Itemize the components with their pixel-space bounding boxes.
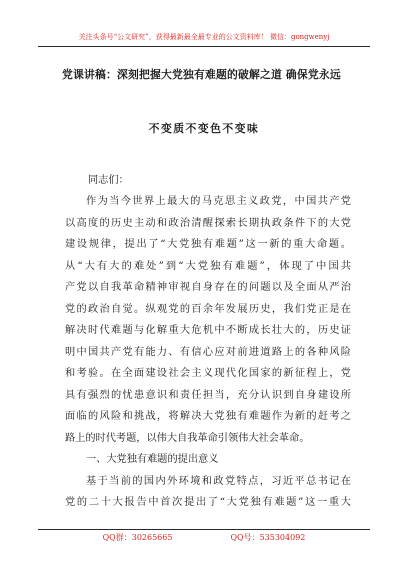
document-body	[65, 191, 351, 514]
document-title: 党课讲稿：深刻把握大党独有难题的破解之道 确保党永远	[62, 68, 341, 81]
page-header: 关注头条号“公文研究”，获得最新最全最专业的公文资料库！ 微信：gongwenyj	[78, 33, 330, 41]
body-line: 党的政治自觉。纵观党的百余年发展历史，我们党正是在	[65, 303, 351, 315]
body-line: 明中国共产党有能力、有信心应对前进道路上的各种风险	[65, 346, 351, 358]
qq-group: QQ群：30265665	[102, 533, 173, 542]
body-line: 路上的时代考题，以伟大自我革命引领伟大社会革命。	[65, 432, 310, 444]
footer-divider	[38, 529, 370, 530]
body-line: 基于当前的国内外环境和政党特点，习近平总书记在	[86, 475, 351, 487]
document-title-continued: 不变质不变色不变味	[148, 122, 260, 135]
body-line: 以高度的历史主动和政治清醒探索长期执政条件下的大党	[65, 217, 351, 229]
body-line: 产党以自我革命精神审视自身存在的问题以及全面从严治	[65, 282, 351, 293]
body-line: 具有强烈的忧患意识和责任担当，充分认识到自身建设所	[65, 389, 351, 401]
page-footer	[0, 532, 408, 543]
section-heading: 一、大党独有难题的提出意义	[86, 454, 219, 465]
body-line: 和考验。在全面建设社会主义现代化国家的新征程上，党	[65, 368, 351, 379]
body-line: 党的二十大报告中首次提出了“大党独有难题”这一重大	[65, 497, 351, 508]
salutation: 同志们：	[88, 175, 129, 186]
body-line: 解决时代难题与化解重大危机中不断成长壮大的，历史证	[65, 325, 351, 336]
qq-number: QQ号：535304092	[230, 533, 306, 542]
header-divider	[38, 46, 370, 47]
body-line: 面临的风险和挑战，将解决大党独有难题作为新的赶考之	[65, 411, 351, 422]
body-line: 建设规律，提出了“大党独有难题”这一新的重大命题。	[65, 239, 351, 250]
body-line: 从“大有大的难处”到“大党独有难题”，体现了中国共	[65, 260, 351, 272]
body-line: 作为当今世界上最大的马克思主义政党，中国共产党	[86, 196, 351, 207]
